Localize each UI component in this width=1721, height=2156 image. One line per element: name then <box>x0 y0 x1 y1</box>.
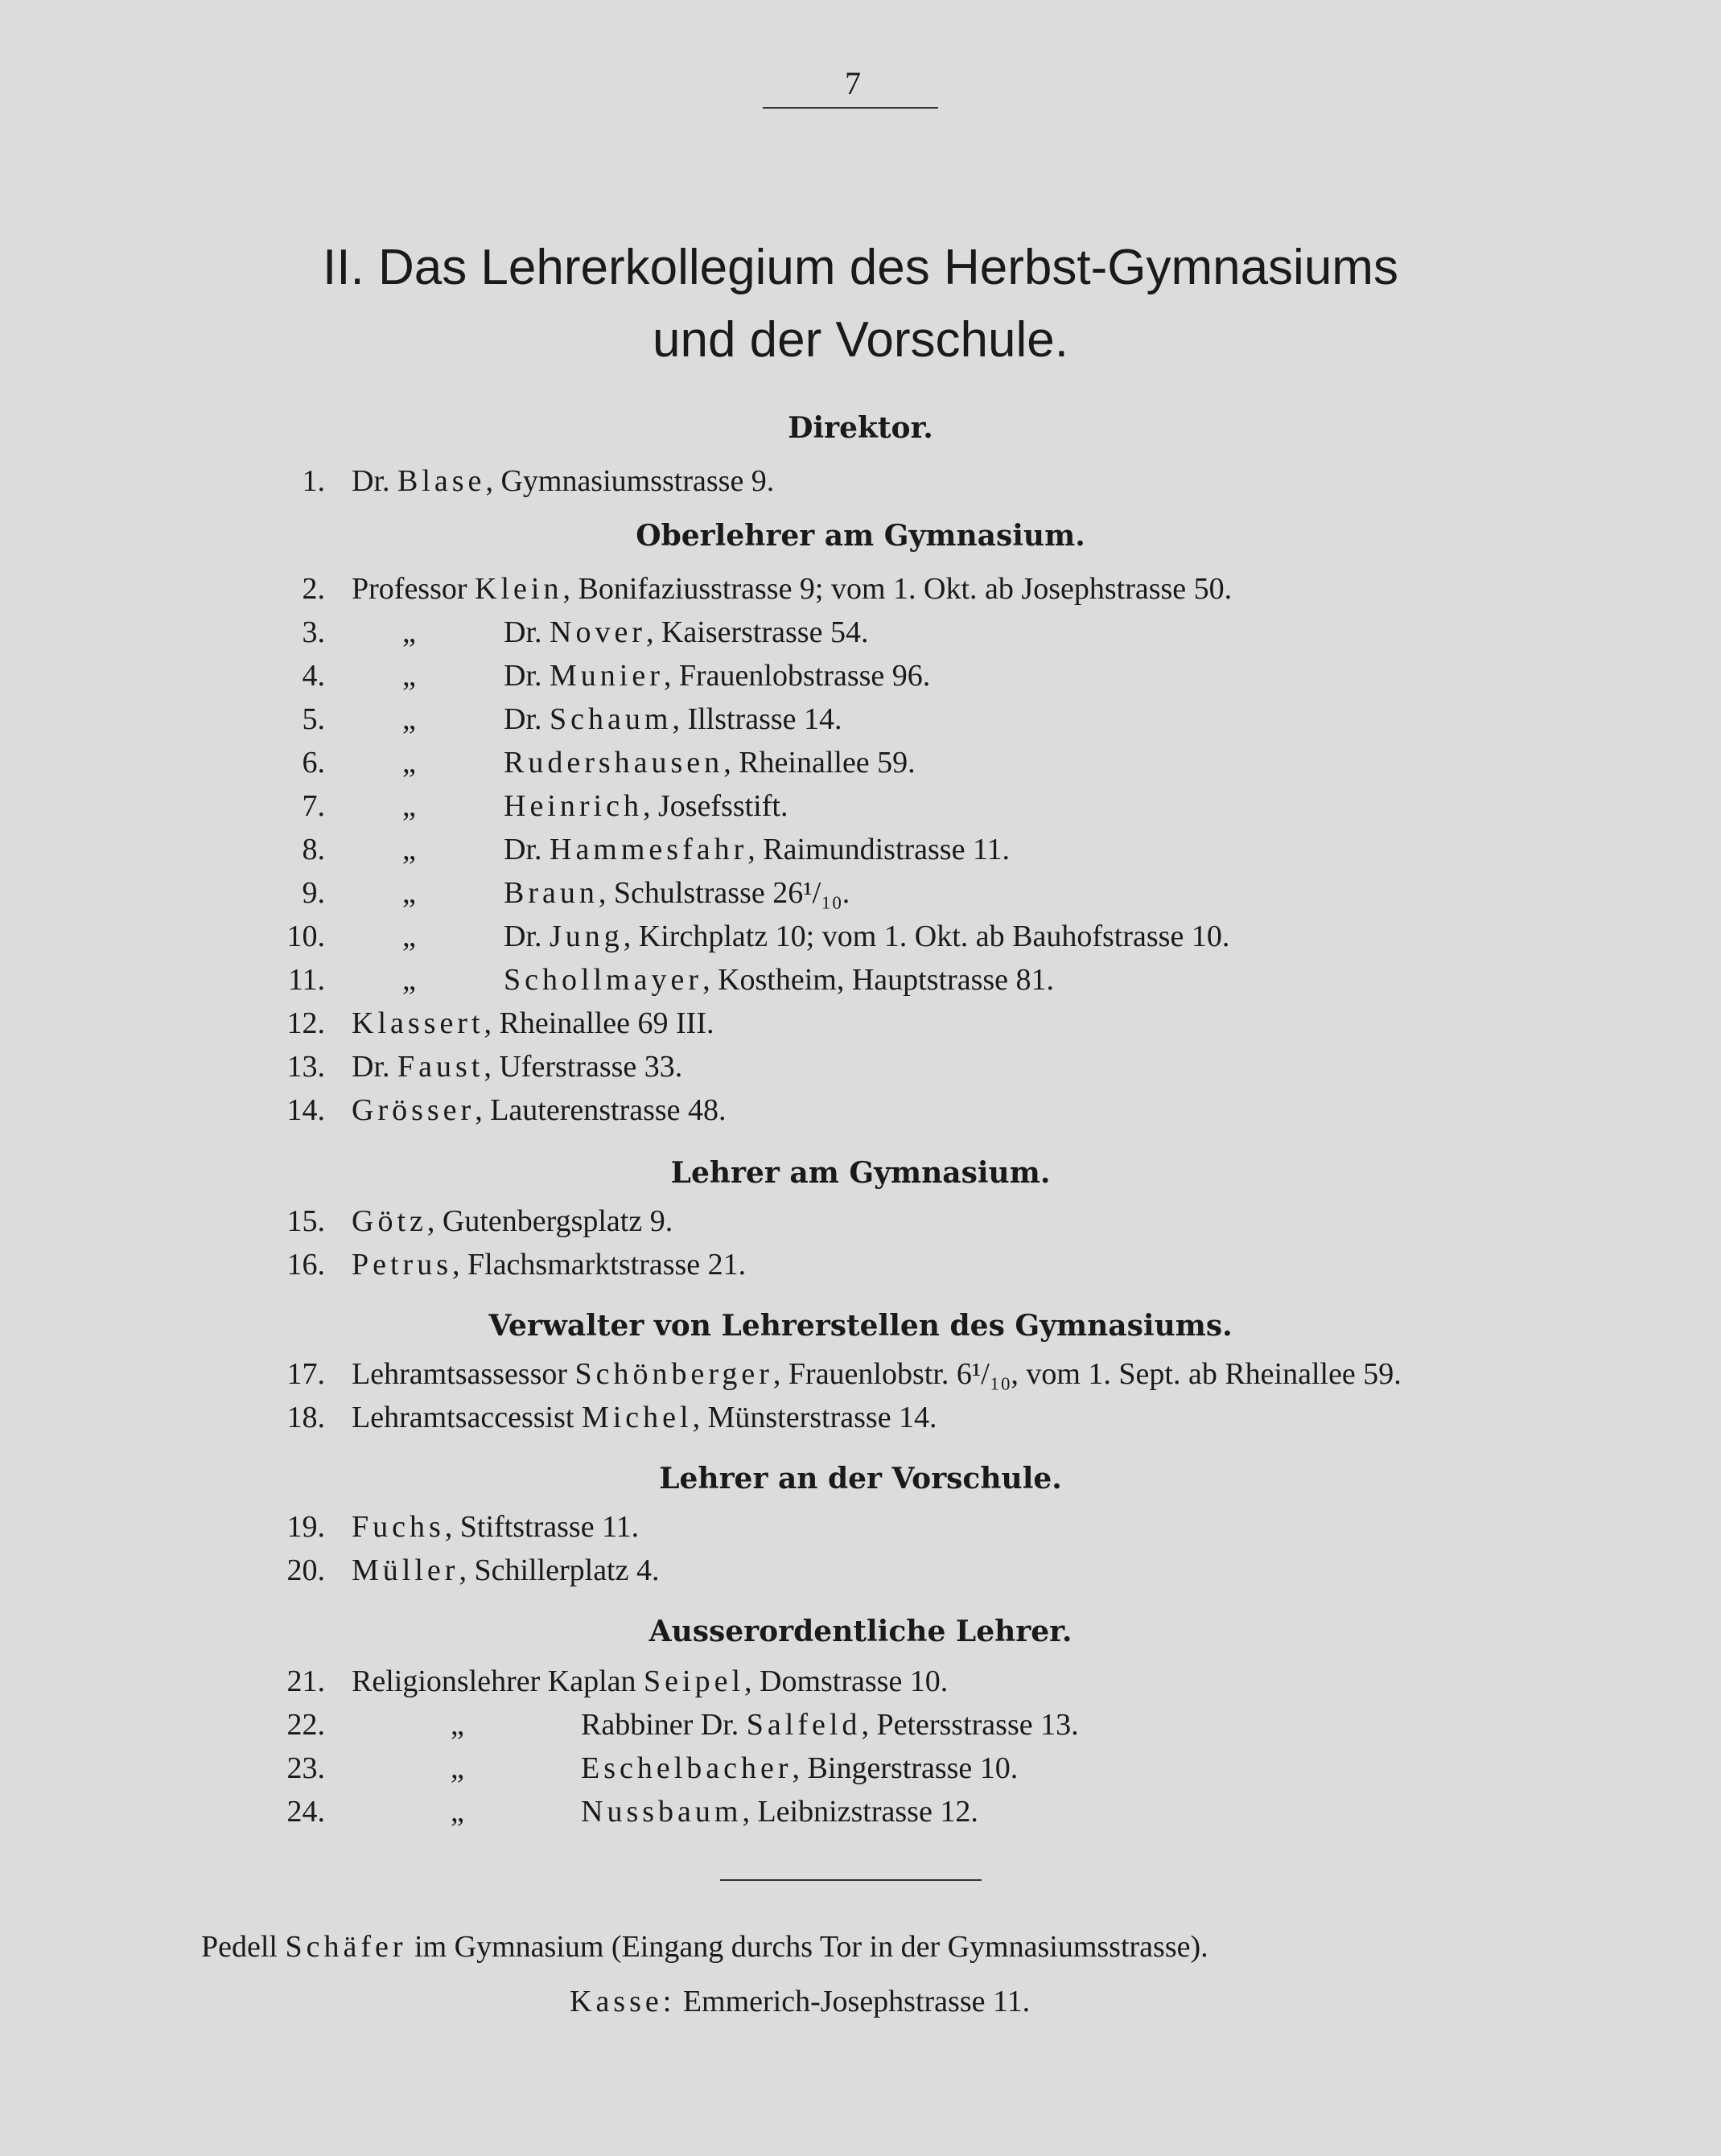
entry-number: 21. <box>286 1664 325 1698</box>
entry-name: Fuchs <box>352 1510 445 1544</box>
pedell-name: Schäfer <box>285 1930 407 1964</box>
entry-number: 10. <box>286 920 325 953</box>
entry-text <box>504 658 930 693</box>
ditto-mark: „ <box>402 659 416 693</box>
entry-text <box>504 788 788 824</box>
entry-prefix: Dr. <box>504 833 542 866</box>
entry-text <box>581 1751 1018 1786</box>
entry-address: , Münsterstrasse 14. <box>692 1401 937 1434</box>
entry-text <box>504 875 850 911</box>
entry-name: Grösser <box>352 1093 476 1127</box>
entry-number: 15. <box>286 1204 325 1238</box>
page-title-line-2: und der Vorschule. <box>652 312 1068 368</box>
section-heading-vorschule: Lehrer an der Vorschule. <box>659 1462 1062 1496</box>
entry-address: , Gutenbergsplatz 9. <box>426 1204 673 1238</box>
pedell-prefix: Pedell <box>201 1930 278 1964</box>
entry-prefix: Dr. <box>504 920 542 953</box>
entry-address: , Uferstrasse 33. <box>484 1050 683 1084</box>
entry-name: Klein <box>475 572 563 606</box>
entry-name: Klassert <box>352 1006 484 1040</box>
ditto-mark: „ <box>402 615 416 649</box>
kasse-address: Emmerich-Josephstrasse 11. <box>682 1985 1031 2018</box>
entry-address: , Domstrasse 10. <box>744 1664 949 1698</box>
entry-prefix: Dr. <box>352 1050 390 1084</box>
entry-name: Jung <box>550 920 624 953</box>
entry-number: 9. <box>302 876 325 910</box>
page-title-line-1: II. Das Lehrerkollegium des Herbst-Gymnasiums <box>323 240 1398 295</box>
entry-text <box>352 571 1232 607</box>
entry-text <box>504 962 1054 998</box>
entry-text <box>352 1509 639 1545</box>
entry-number: 1. <box>302 464 325 498</box>
entry-name: Braun <box>504 876 599 910</box>
entry-prefix: Lehramtsaccessist <box>352 1401 574 1434</box>
entry-name: Götz <box>352 1204 427 1238</box>
ditto-mark: „ <box>402 920 416 953</box>
entry-number: 24. <box>286 1795 325 1829</box>
entry-number: 18. <box>286 1401 325 1434</box>
entry-text <box>504 615 868 650</box>
entry-name: Petrus <box>352 1248 452 1282</box>
ditto-mark: „ <box>451 1795 464 1829</box>
entry-name: Schollmayer <box>504 963 703 997</box>
kasse-line <box>570 1984 1030 2019</box>
kasse-label: Kasse: <box>570 1985 676 2018</box>
entry-number: 20. <box>286 1553 325 1587</box>
entry-text <box>504 702 842 737</box>
entry-address: , Raimundistrasse 11. <box>747 833 1011 866</box>
entry-text <box>352 1203 673 1239</box>
entry-address: , Kostheim, Hauptstrasse 81. <box>702 963 1055 997</box>
entry-address: , Kaiserstrasse 54. <box>645 615 869 649</box>
entry-prefix: Dr. <box>504 702 542 736</box>
entry-address: , Rheinallee 69 III. <box>484 1006 714 1040</box>
entry-number: 7. <box>302 789 325 823</box>
entry-prefix: Dr. <box>504 615 542 649</box>
entry-number: 4. <box>302 659 325 693</box>
ditto-mark: „ <box>402 876 416 910</box>
entry-number: 22. <box>286 1708 325 1742</box>
entry-text <box>504 745 916 780</box>
entry-address: , Stiftstrasse 11. <box>444 1510 640 1544</box>
entry-name: Munier <box>550 659 664 693</box>
entry-name: Eschelbacher <box>581 1751 793 1785</box>
entry-prefix: Lehramtsassessor <box>352 1357 568 1391</box>
entry-number: 23. <box>286 1751 325 1785</box>
entry-text <box>504 832 1010 867</box>
section-divider <box>720 1879 982 1881</box>
entry-address: , Leibnizstrasse 12. <box>742 1795 978 1829</box>
entry-address: , Bingerstrasse 10. <box>792 1751 1019 1785</box>
ditto-mark: „ <box>402 702 416 736</box>
entry-name: Blase <box>397 464 486 498</box>
entry-number: 8. <box>302 833 325 866</box>
ditto-mark: „ <box>451 1751 464 1785</box>
entry-name: Heinrich <box>504 789 643 823</box>
entry-name: Faust <box>397 1050 484 1084</box>
entry-prefix: Religionslehrer Kaplan <box>352 1664 636 1698</box>
entry-name: Rudershausen <box>504 746 724 780</box>
entry-address: , Schillerplatz 4. <box>459 1553 660 1587</box>
entry-name: Seipel <box>644 1664 744 1698</box>
entry-prefix: Dr. <box>352 464 390 498</box>
entry-address: , Flachsmarktstrasse 21. <box>452 1248 747 1282</box>
entry-number: 17. <box>286 1357 325 1391</box>
entry-address: , Schulstrasse 26¹/₁₀. <box>598 876 850 910</box>
entry-name: Schönberger <box>574 1357 773 1391</box>
entry-number: 19. <box>286 1510 325 1544</box>
entry-number: 5. <box>302 702 325 736</box>
entry-text <box>352 1400 937 1435</box>
page-number: 7 <box>845 65 861 101</box>
entry-address: , Bonifaziusstrasse 9; vom 1. Okt. ab Josephstrasse 50. <box>562 572 1233 606</box>
ditto-mark: „ <box>402 789 416 823</box>
entry-name: Schaum <box>550 702 673 736</box>
entry-text <box>352 1092 727 1128</box>
entry-name: Salfeld <box>746 1708 862 1742</box>
entry-address: , Josefsstift. <box>642 789 788 823</box>
entry-text <box>352 1356 1402 1392</box>
entry-prefix: Rabbiner Dr. <box>581 1708 739 1742</box>
entry-prefix: Dr. <box>504 659 542 693</box>
section-heading-oberlehrer: Oberlehrer am Gymnasium. <box>636 519 1085 553</box>
entry-text <box>352 1049 682 1084</box>
entry-text <box>352 1247 746 1282</box>
entry-address: , Rheinallee 59. <box>723 746 916 780</box>
entry-text <box>352 1553 659 1588</box>
entry-text <box>504 919 1229 954</box>
entry-number: 2. <box>302 572 325 606</box>
entry-text <box>352 1664 948 1699</box>
entry-name: Hammesfahr <box>550 833 748 866</box>
pedell-line <box>201 1929 1208 1965</box>
entry-number: 16. <box>286 1248 325 1282</box>
entry-name: Nussbaum <box>581 1795 743 1829</box>
entry-address: , Petersstrasse 13. <box>861 1708 1079 1742</box>
ditto-mark: „ <box>402 746 416 780</box>
ditto-mark: „ <box>451 1708 464 1742</box>
ditto-mark: „ <box>402 833 416 866</box>
entry-number: 11. <box>287 963 325 997</box>
ditto-mark: „ <box>402 963 416 997</box>
entry-text <box>352 463 774 499</box>
entry-number: 13. <box>286 1050 325 1084</box>
pedell-rest: im Gymnasium (Eingang durchs Tor in der Gymnasiumsstrasse). <box>414 1930 1208 1964</box>
entry-address: , Frauenlobstrasse 96. <box>663 659 931 693</box>
entry-number: 6. <box>302 746 325 780</box>
entry-address: , Gymnasiumsstrasse 9. <box>485 464 775 498</box>
entry-name: Michel <box>581 1401 693 1434</box>
entry-address: , Illstrasse 14. <box>672 702 842 736</box>
entry-number: 14. <box>286 1093 325 1127</box>
entry-number: 3. <box>302 615 325 649</box>
entry-text <box>581 1707 1079 1742</box>
entry-number: 12. <box>286 1006 325 1040</box>
section-heading-direktor: Direktor. <box>788 411 933 445</box>
entry-address: , Kirchplatz 10; vom 1. Okt. ab Bauhofstrasse 10. <box>623 920 1230 953</box>
entry-address: , Lauterenstrasse 48. <box>475 1093 727 1127</box>
entry-prefix: Professor <box>352 572 467 606</box>
page-number-rule <box>763 107 938 109</box>
entry-text <box>352 1006 714 1041</box>
entry-text <box>581 1794 978 1829</box>
section-heading-ausserordentliche: Ausserordentliche Lehrer. <box>648 1615 1073 1648</box>
section-heading-lehrer: Lehrer am Gymnasium. <box>670 1156 1051 1190</box>
entry-name: Müller <box>352 1553 459 1587</box>
entry-address: , Frauenlobstr. 6¹/₁₀, vom 1. Sept. ab Rheinallee 59. <box>772 1357 1402 1391</box>
section-heading-verwalter: Verwalter von Lehrerstellen des Gymnasiums. <box>488 1309 1233 1343</box>
entry-name: Nover <box>550 615 646 649</box>
